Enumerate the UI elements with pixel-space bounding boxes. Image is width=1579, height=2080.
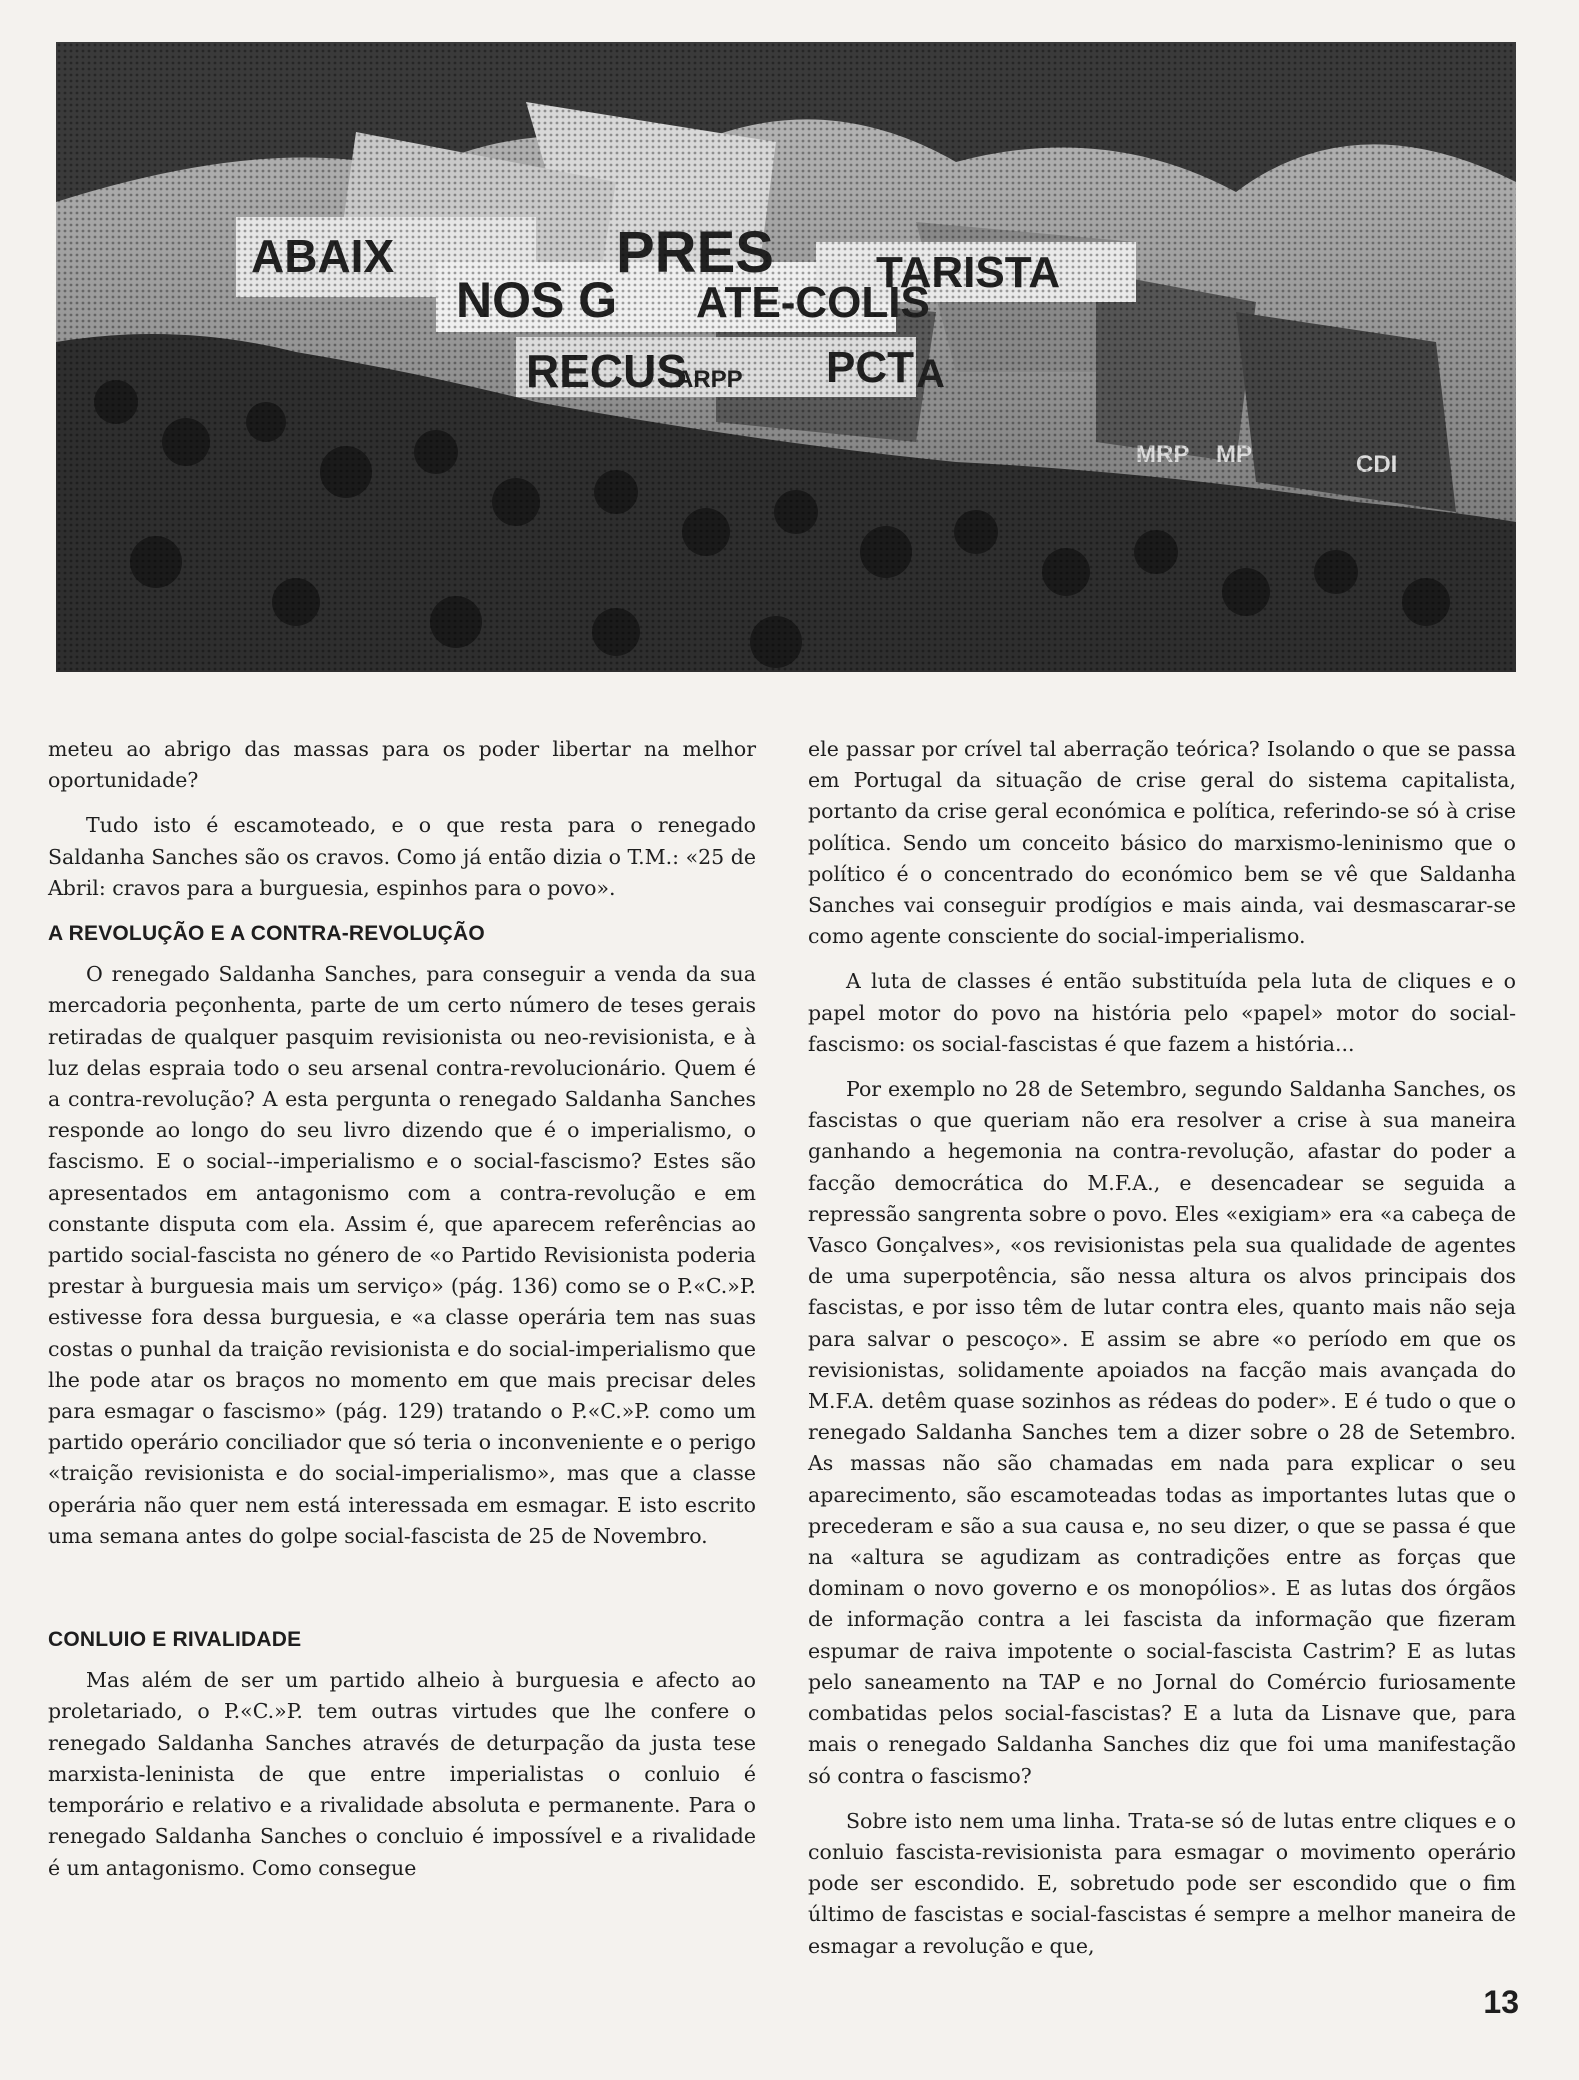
paragraph: ele passar por crível tal aberração teórica? Isolando o que se passa em Portugal da situação de crise geral do sistema capitalista, portanto da crise geral económica e política, referindo-se só à crise política. Sendo um conceito básico do marxismo-leninismo que o político é o concentrado do económico bem se vê que Saldanha Sanches vai conseguir prodígios e mais ainda, vai desmascarar-se como agente consciente do social-imperialismo.: [808, 737, 1516, 949]
paragraph: Por exemplo no 28 de Setembro, segundo Saldanha Sanches, os fascistas o que queriam não era resolver a crise à sua maneira ganhando a hegemonia na contra-revolução, afastar do poder a facção democrática do M.F.A., e desencadear se seguida a repressão sangrenta sobre o povo. Eles «exigiam» era «a cabeça de Vasco Gonçalves», «os revisionistas pela sua qualidade de agentes de uma superpotência, são nessa altura os alvos principais dos fascistas, e por isso têm de lutar contra eles, quanto mais não seja para salvar o pescoço». E assim se abre «o período em que os revisionistas, solidamente apoiados na facção mais avançada do M.F.A. detêm quase sozinhos as rédeas do poder». E é tudo o que o renegado Saldanha Sanches tem a dizer sobre o 28 de Setembro. As massas não são chamadas em nada para explicar o seu aparecimento, são escamoteadas todas as importantes lutas que o precederam e são a sua causa e, no seu dizer, o que se passa é que na «altura se agudizam as contradições entre as forças que dominam o novo governo e os monopólios». E as lutas dos órgãos de informação contra a lei fascista da informação que fizeram espumar de raiva impotente o social-fascista Castrim? E as lutas pelo saneamento na TAP e no Jornal do Comércio furiosamente combatidas pelos social-fascistas? E a luta da Lisnave que, para mais o renegado Saldanha Sanches diz que foi uma manifestação só contra o fascismo?: [808, 1077, 1516, 1788]
left-column: [48, 734, 756, 1898]
protest-photo: [56, 42, 1516, 672]
paragraph: A luta de classes é então substituída pela luta de cliques e o papel motor do povo na história pelo «papel» motor do social-fascismo: os social-fascistas é que fazem a história...: [808, 969, 1516, 1056]
paragraph: O renegado Saldanha Sanches, para conseguir a venda da sua mercadoria peçonhenta, parte de um certo número de teses gerais retiradas de qualquer pasquim revisionista ou neo-revisionista, e à luz delas espraia todo o seu arsenal contra-revolucionário. Quem é a contra-revolução? A esta pergunta o renegado Saldanha Sanches responde ao longo do seu livro dizendo que é o imperialismo, o fascismo. E o social--imperialismo e o social-fascismo? Estes são apresentados em antagonismo com a contra-revolução e em constante disputa com ela. Assim é, que aparecem referências ao partido social-fascista no género de «o Partido Revisionista poderia prestar à burguesia mais um serviço» (pág. 136) como se o P.«C.»P. estivesse fora dessa burguesia, e «a classe operária tem nas suas costas o punhal da traição revisionista e do social-imperialismo que lhe pode atar os braços no momento em que mais precisar deles para esmagar o fascismo» (pág. 129) tratando o P.«C.»P. como um partido operário conciliador que só teria o inconveniente e o perigo «traição revisionista e do social-imperialismo», mas que a classe operária não quer nem está interessada em esmagar. E isto escrito uma semana antes do golpe social-fascista de 25 de Novembro.: [48, 962, 756, 1548]
right-column: [808, 734, 1516, 1976]
section-heading: A REVOLUÇÃO E A CONTRA-REVOLUÇÃO: [48, 922, 485, 946]
protest-photo-illustration: [56, 42, 1516, 672]
paragraph: Sobre isto nem uma linha. Trata-se só de lutas entre cliques e o conluio fascista-revisionista para esmagar o movimento operário pode ser escondido. E, sobretudo pode ser escondido que o fim último de fascistas e social-fascistas é sempre a melhor maneira de esmagar a revolução e que,: [808, 1808, 1516, 1958]
paragraph: Tudo isto é escamoteado, e o que resta para o renegado Saldanha Sanches são os cravos. Como já então dizia o T.M.: «25 de Abril: cravos para a burguesia, espinhos para o povo».: [48, 813, 756, 900]
page-number: 13: [1483, 1984, 1519, 2020]
paragraph: Mas além de ser um partido alheio à burguesia e afecto ao proletariado, o P.«C.»P. tem outras virtudes que lhe confere o renegado Saldanha Sanches através de deturpação da justa tese marxista-leninista de que entre imperialistas o conluio é temporário e relativo e a rivalidade absoluta e permanente. Para o renegado Saldanha Sanches o concluio é impossível e a rivalidade é um antagonismo. Como consegue: [48, 1668, 756, 1880]
paragraph: meteu ao abrigo das massas para os poder libertar na melhor oportunidade?: [48, 737, 756, 793]
section-heading: CONLUIO E RIVALIDADE: [48, 1628, 302, 1652]
